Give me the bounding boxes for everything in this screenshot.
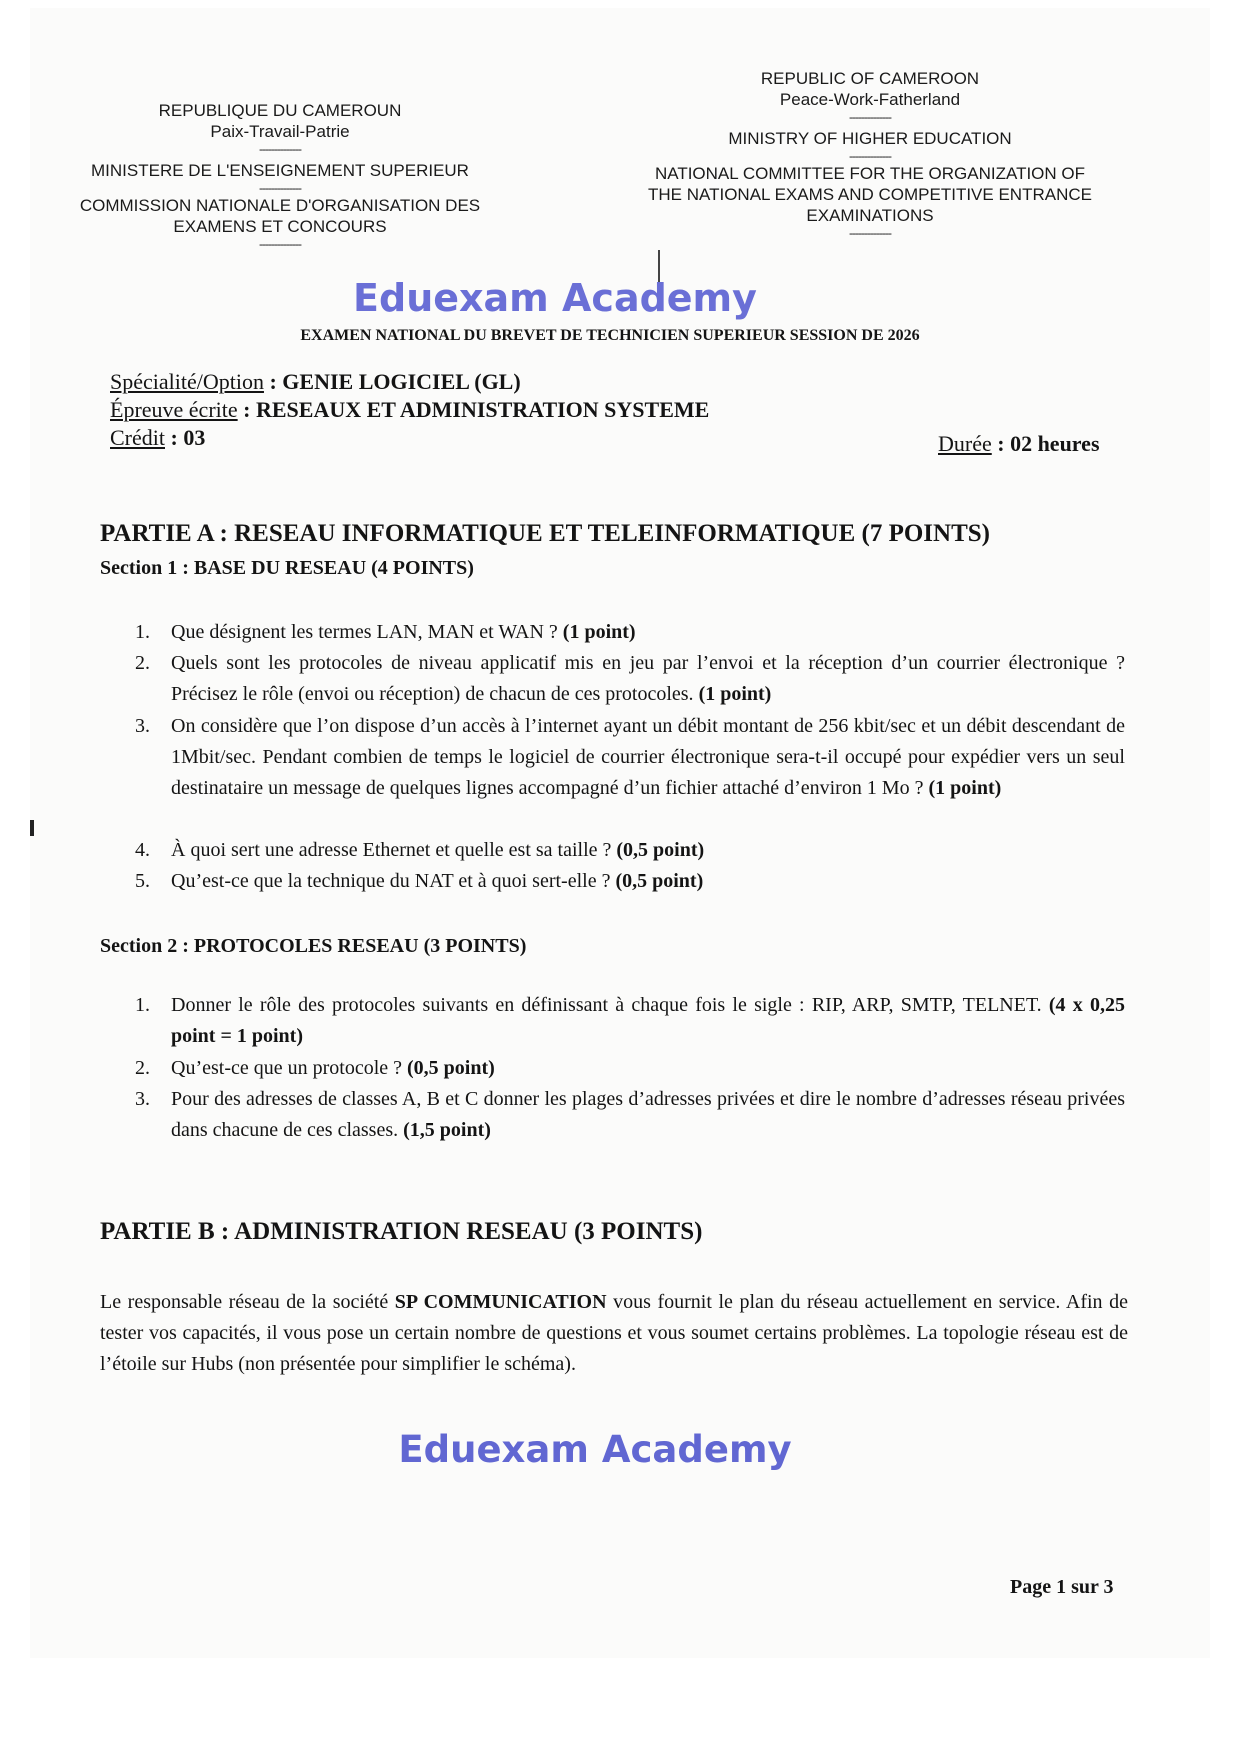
ministry-fr: MINISTERE DE L'ENSEIGNEMENT SUPERIEUR — [91, 161, 469, 180]
question-number: 2. — [135, 1057, 150, 1079]
partie-b-intro — [100, 1287, 1128, 1380]
section2-title: Section 2 : PROTOCOLES RESEAU (3 POINTS) — [100, 935, 527, 957]
question-a1-1 — [135, 617, 1125, 648]
partie-a-title: PARTIE A : RESEAU INFORMATIQUE ET TELEINFORMATIQUE (7 POINTS) — [100, 520, 990, 547]
question-text — [171, 711, 1125, 804]
motto-en: Peace-Work-Fatherland — [779, 90, 961, 109]
question-text — [171, 835, 1125, 866]
question-a2-3 — [135, 1084, 1125, 1146]
epreuve-label: Épreuve écrite — [110, 397, 238, 422]
separator: -------------- — [849, 110, 891, 124]
epreuve-value: : RESEAUX ET ADMINISTRATION SYSTEME — [237, 397, 710, 422]
ministry-en: MINISTRY OF HIGHER EDUCATION — [728, 129, 1012, 148]
question-points: (1 point) — [698, 683, 772, 705]
question-a2-1 — [135, 990, 1125, 1052]
committee-en-3: EXAMINATIONS — [806, 206, 934, 225]
duree-label: Durée — [938, 431, 992, 456]
duree-row — [938, 430, 1100, 458]
question-a1-3 — [135, 711, 1125, 835]
question-body: Quels sont les protocoles de niveau applicatif mis en jeu par l’envoi et la réception d’un courrier électronique ? Précisez le rôle (envoi ou réception) de chacun de ces protocoles. — [171, 652, 1125, 705]
question-text — [171, 648, 1125, 710]
company-name: SP COMMUNICATION — [394, 1291, 607, 1313]
watermark-logo: Eduexam Academy — [398, 1428, 792, 1471]
question-points: (4 x 0,25 point = 1 point) — [171, 994, 1125, 1047]
speciality-value: : GENIE LOGICIEL (GL) — [263, 369, 521, 394]
question-number: 2. — [135, 652, 150, 674]
partie-b-title: PARTIE B : ADMINISTRATION RESEAU (3 POINTS) — [100, 1218, 703, 1245]
question-body: Que désignent les termes LAN, MAN et WAN ? — [171, 621, 563, 643]
question-points: (0,5 point) — [616, 839, 705, 861]
question-text — [171, 1053, 1125, 1084]
country-en: REPUBLIC OF CAMEROON — [760, 69, 980, 88]
speciality-row — [110, 368, 810, 396]
question-body: Donner le rôle des protocoles suivants en définissant à chaque fois le sigle : RIP, ARP, SMTP, TELNET. — [171, 994, 1049, 1016]
question-a2-2 — [135, 1053, 1125, 1084]
separator: -------------- — [259, 142, 301, 156]
section1-title: Section 1 : BASE DU RESEAU (4 POINTS) — [100, 557, 474, 579]
intro-text-before: Le responsable réseau de la société — [100, 1291, 395, 1313]
exam-meta — [110, 368, 810, 452]
question-number: 1. — [135, 621, 150, 643]
question-body: Pour des adresses de classes A, B et C donner les plages d’adresses privées et dire le nombre d’adresses réseau privées dans chacune de ces classes. — [171, 1088, 1125, 1141]
committee-en-1: NATIONAL COMMITTEE FOR THE ORGANIZATION OF — [654, 164, 1086, 183]
question-points: (1 point) — [562, 621, 636, 643]
question-body: On considère que l’on dispose d’un accès à l’internet ayant un débit montant de 256 kbit/sec et un débit descendant de 1Mbit/sec. Pendant combien de temps le logiciel de courrier électronique sera-t-il occupé pour expédier vers un seul destinataire un message de quelques lignes accompagné d’un fichier attaché d’environ 1 Mo ? — [171, 715, 1125, 799]
intro-text-after: vous fournit le plan du réseau actuellement en service. Afin de tester vos capacités, il vous pose un certain nombre de questions et vous soumet certains problèmes. La topologie réseau est de l’étoile sur Hubs (non présentée pour simplifier le schéma). — [100, 1291, 1128, 1375]
speciality-label: Spécialité/Option — [110, 369, 264, 394]
question-a1-2 — [135, 648, 1125, 710]
question-body: À quoi sert une adresse Ethernet et quelle est sa taille ? — [171, 839, 617, 861]
question-body: Qu’est-ce que la technique du NAT et à quoi sert-elle ? — [171, 870, 616, 892]
question-number: 3. — [135, 715, 150, 737]
exam-title: EXAMEN NATIONAL DU BREVET DE TECHNICIEN SUPERIEUR SESSION DE 2026 — [300, 327, 920, 344]
commission-fr-2: EXAMENS ET CONCOURS — [173, 217, 387, 236]
commission-fr-1: COMMISSION NATIONALE D'ORGANISATION DES — [79, 196, 481, 215]
credit-row — [110, 424, 810, 452]
question-number: 1. — [135, 994, 150, 1016]
question-a1-5 — [135, 866, 1125, 897]
question-text — [171, 1084, 1125, 1146]
epreuve-row — [110, 396, 810, 424]
credit-value: : 03 — [165, 425, 206, 450]
question-points: (0,5 point) — [615, 870, 704, 892]
question-body: Qu’est-ce que un protocole ? — [171, 1057, 408, 1079]
country-fr: REPUBLIQUE DU CAMEROUN — [158, 101, 402, 120]
header-english — [620, 68, 1120, 240]
question-a1-4 — [135, 835, 1125, 866]
question-points: (1,5 point) — [403, 1119, 491, 1141]
question-points: (0,5 point) — [407, 1057, 495, 1079]
scan-mark — [30, 820, 34, 836]
duree-value: : 02 heures — [991, 431, 1100, 456]
separator: -------------- — [259, 237, 301, 251]
separator: -------------- — [849, 149, 891, 163]
watermark-logo: Eduexam Academy — [353, 276, 757, 320]
credit-label: Crédit — [110, 425, 165, 450]
header-french — [55, 100, 505, 251]
question-number: 5. — [135, 870, 150, 892]
question-number: 3. — [135, 1088, 150, 1110]
question-text — [171, 990, 1125, 1052]
separator: -------------- — [849, 226, 891, 240]
question-text — [171, 617, 1125, 648]
separator: -------------- — [259, 181, 301, 195]
committee-en-2: THE NATIONAL EXAMS AND COMPETITIVE ENTRANCE — [648, 185, 1092, 204]
motto-fr: Paix-Travail-Patrie — [210, 122, 350, 141]
question-number: 4. — [135, 839, 150, 861]
question-text — [171, 866, 1125, 897]
page-number: Page 1 sur 3 — [1010, 1576, 1114, 1598]
question-points: (1 point) — [928, 777, 1002, 799]
